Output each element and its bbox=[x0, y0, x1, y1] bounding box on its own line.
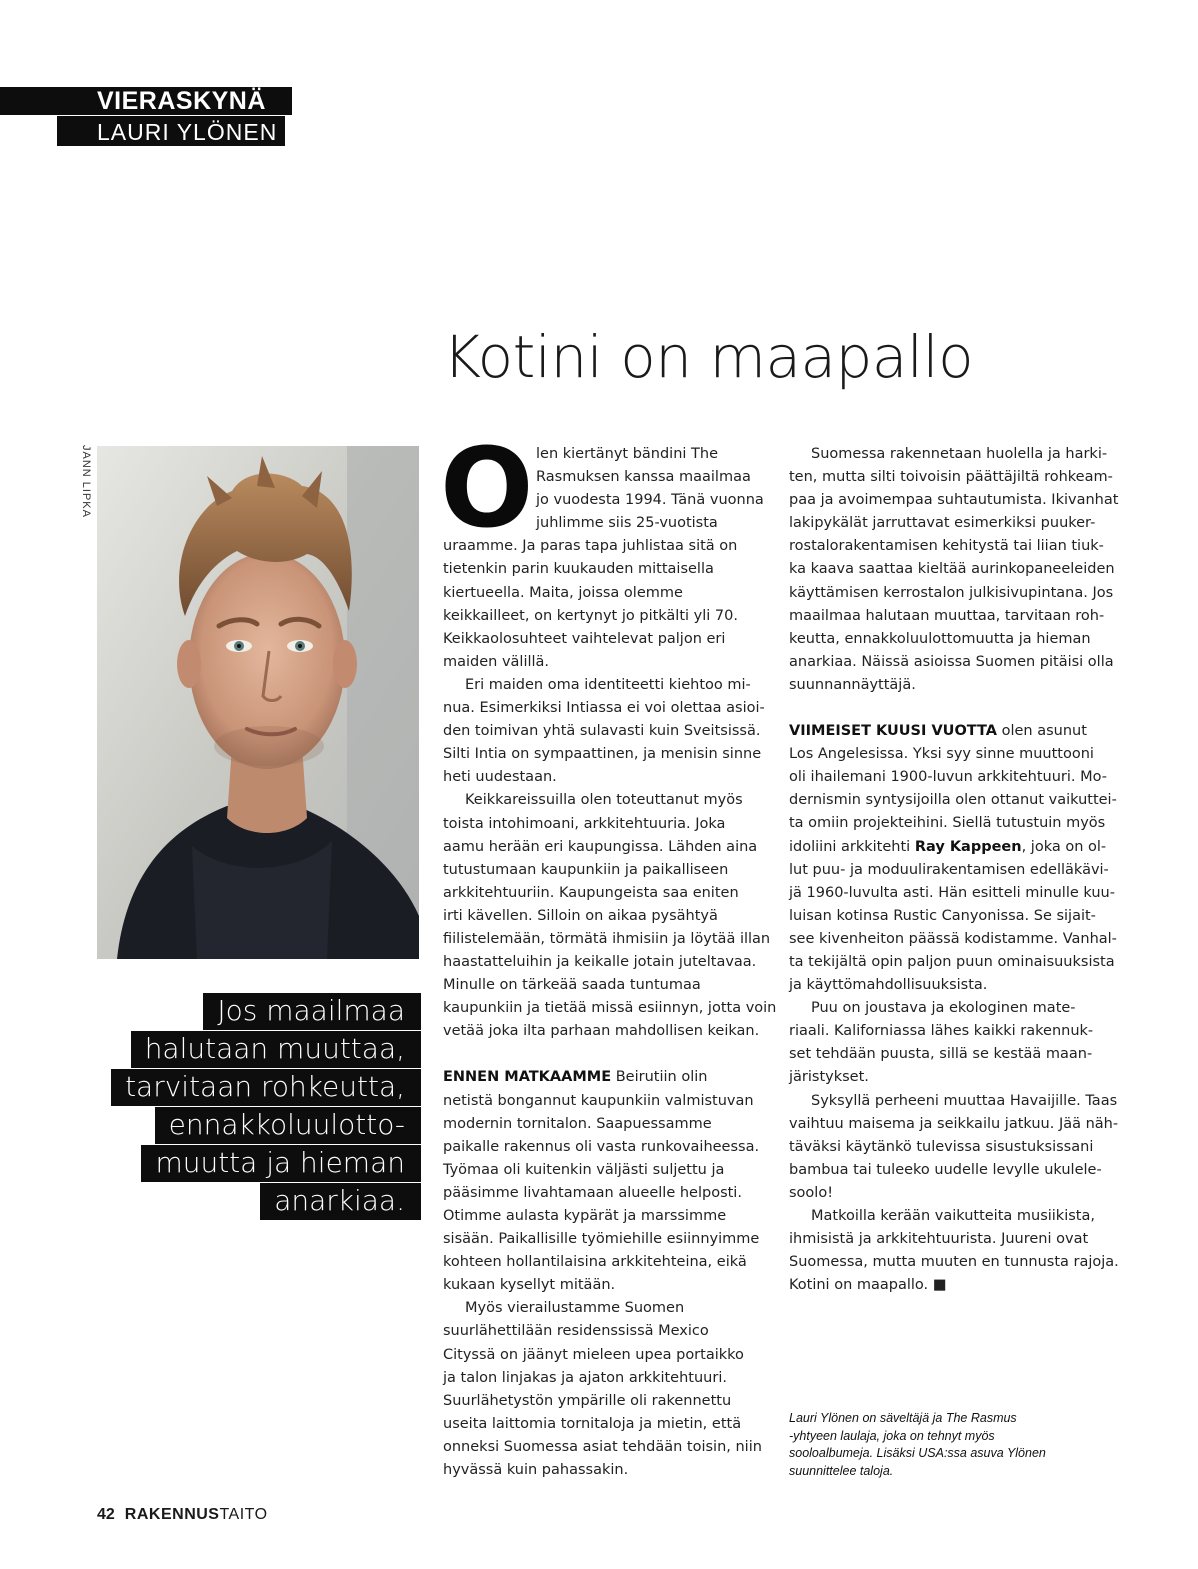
body-line: Puu on joustava ja ekologinen mate- bbox=[811, 1000, 1076, 1017]
author-portrait-photo bbox=[97, 446, 419, 959]
body-line: toista intohimoani, arkkitehtuuria. Joka bbox=[443, 815, 726, 832]
body-line: ja käyttömahdollisuuksista. bbox=[789, 977, 988, 994]
body-line: Kotini on maapallo. ■ bbox=[789, 1277, 947, 1294]
body-line: vetää joka ilta parhaan mahdollisen keikan. bbox=[443, 1023, 760, 1040]
body-line: Keikkareissuilla olen toteuttanut myös bbox=[465, 792, 743, 809]
body-line: jä 1960-luvulta asti. Hän esitteli minulle kuu- bbox=[789, 884, 1115, 901]
pull-quote-line: tarvitaan rohkeutta, bbox=[111, 1069, 421, 1106]
body-line: ta omiin projekteihini. Siellä tutustuin myös bbox=[789, 815, 1106, 832]
magazine-name-light: TAITO bbox=[219, 1506, 268, 1523]
author-bio bbox=[789, 1410, 1109, 1480]
body-line: lakipykälät jarruttavat esimerkiksi puuker- bbox=[789, 515, 1096, 532]
body-line: rostalorakentamisen kehitystä tai liian tiuk- bbox=[789, 538, 1104, 555]
body-line: Otimme aulasta kypärät ja marssimme bbox=[443, 1208, 727, 1224]
body-line: Minulle on tärkeää saada tuntumaa bbox=[443, 977, 701, 994]
body-line: idoliini arkkitehti Ray Kappeen, joka on ol- bbox=[789, 838, 1107, 855]
body-line: maailmaa halutaan muuttaa, tarvitaan roh- bbox=[789, 607, 1105, 624]
architect-name: Ray Kappeen bbox=[914, 838, 1022, 855]
pull-quote-line: ennakkoluulotto- bbox=[155, 1107, 421, 1144]
body-line: bambua tai tuleeko uudelle levylle ukulele- bbox=[789, 1161, 1102, 1178]
pull-quote-line: anarkiaa. bbox=[260, 1183, 421, 1220]
page-footer bbox=[97, 1505, 268, 1525]
pull-quote bbox=[81, 993, 421, 1221]
body-line: len kiertänyt bändini The bbox=[536, 446, 719, 462]
body-line: vaihtuu maisema ja seikkailu jatkuu. Jää näh- bbox=[789, 1115, 1119, 1132]
body-line: Eri maiden oma identiteetti kiehtoo mi- bbox=[465, 676, 751, 693]
body-line: keutta, ennakkoluulottomuutta ja hieman bbox=[789, 630, 1091, 647]
article-headline: Kotini on maapallo bbox=[443, 323, 974, 391]
article-column-1 bbox=[443, 443, 777, 1482]
body-line: Matkoilla kerään vaikutteita musiikista, bbox=[811, 1208, 1095, 1224]
body-line: see kivenheiton päässä kodistamme. Vanhal- bbox=[789, 930, 1117, 947]
body-line: Los Angelesissa. Yksi syy sinne muuttooni bbox=[789, 746, 1094, 763]
body-line: arkkitehtuuriin. Kaupungeista saa eniten bbox=[443, 884, 739, 901]
body-line: luisan kotinsa Rustic Canyonissa. Se sijait- bbox=[789, 907, 1096, 924]
body-line: Suurlähetystön ympärille oli rakennettu bbox=[443, 1392, 732, 1409]
body-line: ihmisistä ja arkkitehtuurista. Juureni ovat bbox=[789, 1231, 1089, 1248]
body-line: tietenkin parin kuukauden mittaisella bbox=[443, 561, 714, 578]
body-line: paikalle rakennus oli vasta runkovaiheessa. bbox=[443, 1138, 760, 1155]
body-line: Cityssä on jäänyt mieleen upea portaikko bbox=[443, 1346, 744, 1363]
body-line: soolo! bbox=[789, 1184, 834, 1201]
body-line: suurlähettilään residenssissä Mexico bbox=[443, 1323, 709, 1340]
body-line: sisään. Paikallisille työmiehille esiinnyimme bbox=[443, 1231, 760, 1248]
page-number: 42 bbox=[97, 1506, 115, 1523]
bio-line: -yhtyeen laulaja, joka on tehnyt myös bbox=[789, 1428, 995, 1443]
body-line: paa ja avoimempaa suhtautumista. Ikivanhat bbox=[789, 492, 1119, 509]
body-line: VIIMEISET KUUSI VUOTTA olen asunut bbox=[789, 723, 1087, 740]
body-line: Suomessa rakennetaan huolella ja harki- bbox=[811, 446, 1108, 462]
body-line: suunnannäyttäjä. bbox=[789, 676, 916, 693]
body-line: Suomessa, mutta muuten en tunnusta rajoja. bbox=[789, 1254, 1119, 1271]
body-line: täväksi käytänkö tulevissa sisustuksissani bbox=[789, 1138, 1094, 1155]
body-line: netistä bongannut kaupunkiin valmistuvan bbox=[443, 1092, 754, 1109]
body-line: lut puu- ja moduulirakentamisen edelläkävi- bbox=[789, 861, 1109, 878]
body-line: Keikkaolosuhteet vaihtelevat paljon eri bbox=[443, 630, 726, 647]
body-line: haastatteluihin ja keikalle jotain juteltavaa. bbox=[443, 954, 757, 971]
section-label: VIERASKYNÄ bbox=[97, 87, 266, 115]
drop-cap: O bbox=[440, 424, 534, 552]
body-line: hyvässä kuin pahassakin. bbox=[443, 1462, 629, 1479]
body-line: den toimivan yhtä sulavasti kuin Sveitsissä. bbox=[443, 723, 761, 740]
body-line: ten, mutta silti toivoisin päättäjiltä rohkeam- bbox=[789, 469, 1113, 486]
bio-line: Lauri Ylönen on säveltäjä ja The Rasmus bbox=[789, 1411, 1017, 1425]
pull-quote-line: Jos maailmaa bbox=[203, 993, 421, 1030]
body-line: juhlimme siis 25-vuotista bbox=[536, 515, 718, 532]
body-line: järistykset. bbox=[789, 1069, 869, 1086]
body-line: dernismin syntysijoilla olen ottanut vaikuttei- bbox=[789, 792, 1117, 809]
body-line: käyttämisen kerrostalon julkisivupintana. Jos bbox=[789, 584, 1114, 601]
body-line: tutustumaan kaupunkiin ja paikalliseen bbox=[443, 861, 729, 878]
body-line: maiden välillä. bbox=[443, 653, 550, 670]
pull-quote-line: halutaan muuttaa, bbox=[131, 1031, 421, 1068]
body-line: ta tekijältä opin paljon puun ominaisuuksista bbox=[789, 953, 1115, 970]
pull-quote-line: muutta ja hieman bbox=[141, 1145, 421, 1182]
body-line: ja talon linjakas ja ajaton arkkitehtuuri. bbox=[443, 1369, 727, 1386]
photo-credit: JANN LIPKA bbox=[80, 445, 92, 518]
body-line: kaupunkiin ja tietää missä esiinnyn, jotta voin bbox=[443, 1000, 777, 1017]
body-line: pääsimme livahtamaan alueelle helposti. bbox=[443, 1184, 742, 1201]
author-label: LAURI YLÖNEN bbox=[97, 119, 278, 145]
body-line: Syksyllä perheeni muuttaa Havaijille. Taas bbox=[811, 1092, 1118, 1109]
body-line: set tehdään puusta, sillä se kestää maan- bbox=[789, 1046, 1093, 1063]
body-line: Työmaa oli kuitenkin väljästi suljettu ja bbox=[443, 1161, 725, 1178]
article-column-2 bbox=[789, 443, 1119, 1297]
body-line: Rasmuksen kanssa maailmaa bbox=[536, 469, 751, 486]
body-line: anarkiaa. Näissä asioissa Suomen pitäisi olla bbox=[789, 653, 1114, 670]
body-line: ka kaava saattaa kieltää aurinkopaneeleiden bbox=[789, 561, 1115, 578]
body-line: keikkailleet, on kertynyt jo pitkälti yli 70. bbox=[443, 607, 738, 624]
body-line: uraamme. Ja paras tapa juhlistaa sitä on bbox=[443, 538, 738, 555]
body-line: useita laittomia tornitaloja ja mietin, että bbox=[443, 1415, 742, 1432]
body-line: aamu herään eri kaupungissa. Lähden aina bbox=[443, 838, 758, 855]
section-lead-in: VIIMEISET KUUSI VUOTTA bbox=[789, 723, 997, 740]
body-line: modernin tornitalon. Saapuessamme bbox=[443, 1115, 712, 1132]
body-line: riaali. Kaliforniassa lähes kaikki rakennuk- bbox=[789, 1023, 1094, 1040]
body-line: jo vuodesta 1994. Tänä vuonna bbox=[536, 492, 764, 509]
body-line: oli ihailemani 1900-luvun arkkitehtuuri. Mo- bbox=[789, 769, 1108, 786]
body-line: kukaan kysellyt mitään. bbox=[443, 1277, 616, 1294]
body-line: kiertueella. Maita, joissa olemme bbox=[443, 584, 683, 601]
bio-line: sooloalbumeja. Lisäksi USA:ssa asuva Ylönen bbox=[789, 1446, 1046, 1460]
section-lead-in: ENNEN MATKAAMME bbox=[443, 1069, 612, 1086]
body-line: onneksi Suomessa asiat tehdään toisin, niin bbox=[443, 1438, 762, 1455]
body-line: kohteen hollantilaisina arkkitehteina, eikä bbox=[443, 1254, 747, 1271]
body-line: fiilistelemään, törmätä ihmisiin ja löytää illan bbox=[443, 930, 771, 947]
body-line: nua. Esimerkiksi Intiassa ei voi olettaa asioi- bbox=[443, 700, 765, 717]
body-line: ENNEN MATKAAMME Beirutiin olin bbox=[443, 1069, 708, 1086]
body-line: Myös vierailustamme Suomen bbox=[465, 1300, 685, 1317]
body-line: Silti Intia on sympaattinen, ja menisin sinne bbox=[443, 746, 762, 763]
bio-line: suunnittelee taloja. bbox=[789, 1463, 894, 1478]
body-line: heti uudestaan. bbox=[443, 769, 557, 786]
body-line: irti kävellen. Silloin on aikaa pysähtyä bbox=[443, 907, 718, 924]
magazine-name-bold: RAKENNUS bbox=[124, 1506, 220, 1523]
